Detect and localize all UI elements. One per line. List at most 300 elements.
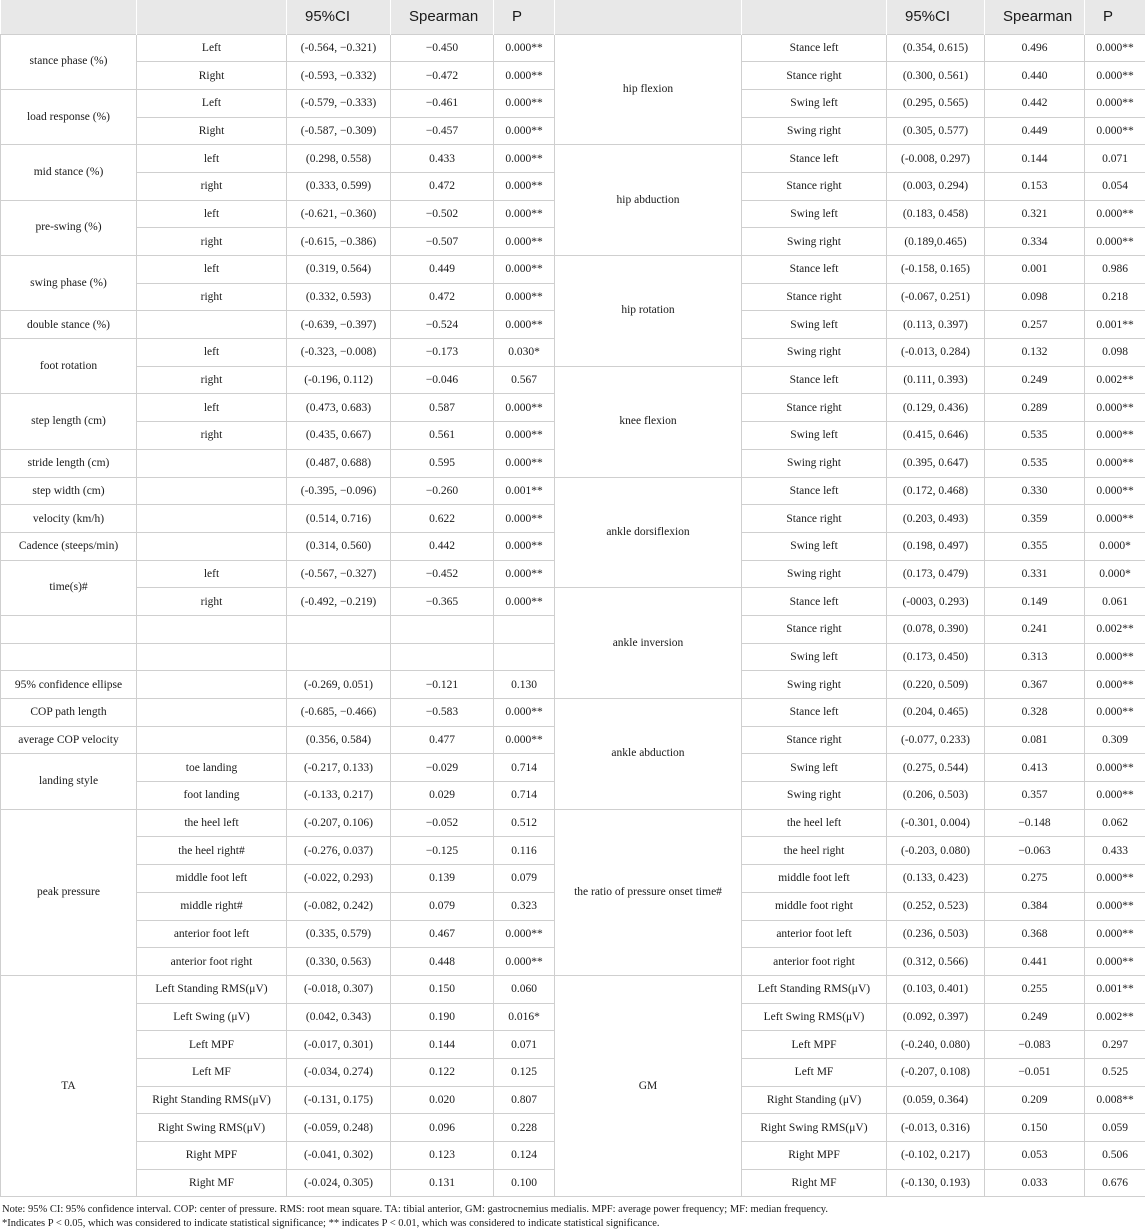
table-cell: 0.139 (391, 865, 494, 893)
table-cell: 0.000** (494, 394, 555, 422)
table-cell: 0.567 (494, 366, 555, 394)
table-cell: (-0.621, −0.360) (287, 200, 391, 228)
table-row (1, 34, 1145, 62)
table-cell: 0.321 (985, 200, 1085, 228)
table-cell: (-0.395, −0.096) (287, 477, 391, 505)
table-cell: 0.000** (494, 505, 555, 533)
table-cell: 0.123 (391, 1142, 494, 1170)
table-cell: 0.000** (494, 200, 555, 228)
table-cell: left (137, 145, 287, 173)
table-cell: (-0.013, 0.284) (887, 339, 985, 367)
table-cell: (0.003, 0.294) (887, 172, 985, 200)
table-cell (137, 505, 287, 533)
table-cell: 0.144 (985, 145, 1085, 173)
table-cell: (-0.034, 0.274) (287, 1058, 391, 1086)
table-cell: (0.295, 0.565) (887, 89, 985, 117)
table-cell: (0.330, 0.563) (287, 948, 391, 976)
table-cell: (0.319, 0.564) (287, 256, 391, 284)
table-cell: (0.333, 0.599) (287, 172, 391, 200)
table-cell: 0.001** (494, 477, 555, 505)
table-cell: (0.204, 0.465) (887, 699, 985, 727)
table-cell: anterior foot left (742, 920, 887, 948)
table-cell: 0.525 (1085, 1058, 1145, 1086)
table-cell: 95% confidence ellipse (1, 671, 137, 699)
table-cell: (0.092, 0.397) (887, 1003, 985, 1031)
table-cell: 0.241 (985, 615, 1085, 643)
header-p-right: P (1085, 0, 1145, 34)
table-cell: 0.535 (985, 422, 1085, 450)
table-cell: Left Swing RMS(μV) (742, 1003, 887, 1031)
table-cell: 0.595 (391, 449, 494, 477)
table-cell: stride length (cm) (1, 449, 137, 477)
table-cell: Right Standing RMS(μV) (137, 1086, 287, 1114)
table-body (1, 34, 1145, 1197)
table-cell: mid stance (%) (1, 145, 137, 200)
table-cell: swing phase (%) (1, 256, 137, 311)
table-cell: Swing left (742, 643, 887, 671)
table-cell: (0.113, 0.397) (887, 311, 985, 339)
table-cell: 0.000** (494, 948, 555, 976)
table-cell: 0.506 (1085, 1142, 1145, 1170)
header-cell (1, 0, 137, 34)
table-cell: 0.150 (391, 975, 494, 1003)
table-cell: (0.356, 0.584) (287, 726, 391, 754)
table-cell: −0.148 (985, 809, 1085, 837)
table-cell: −0.052 (391, 809, 494, 837)
table-cell: 0.033 (985, 1169, 1085, 1197)
note-significance: *Indicates P < 0.05, which was considered to indicate statistical significance; ** indicates P < 0.01, which was considered to indicate statistical significance. (2, 1218, 660, 1229)
table-cell: Swing left (742, 200, 887, 228)
table-cell: 0.986 (1085, 256, 1145, 284)
table-cell: 0.000** (494, 228, 555, 256)
table-cell: 0.001** (1085, 311, 1145, 339)
table-cell: hip flexion (555, 34, 742, 145)
table-cell: 0.000** (494, 34, 555, 62)
table-cell: 0.000** (494, 145, 555, 173)
table-cell (137, 615, 287, 643)
table-cell: velocity (km/h) (1, 505, 137, 533)
header-cell (555, 0, 742, 34)
table-cell: (-0.018, 0.307) (287, 975, 391, 1003)
table-cell: (-0.077, 0.233) (887, 726, 985, 754)
table-cell (137, 532, 287, 560)
table-cell: (0.415, 0.646) (887, 422, 985, 450)
table-cell: 0.000** (494, 172, 555, 200)
table-cell: (0.042, 0.343) (287, 1003, 391, 1031)
table-cell: Swing right (742, 560, 887, 588)
table-cell: 0.053 (985, 1142, 1085, 1170)
table-cell: COP path length (1, 699, 137, 727)
table-cell (494, 643, 555, 671)
header-spearman-left: Spearman (391, 0, 494, 34)
table-cell: left (137, 200, 287, 228)
table-cell: 0.054 (1085, 172, 1145, 200)
table-cell: 0.249 (985, 366, 1085, 394)
table-cell: 0.125 (494, 1058, 555, 1086)
table-cell: 0.000** (494, 588, 555, 616)
table-cell: 0.000** (1085, 477, 1145, 505)
table-cell: Right MF (742, 1169, 887, 1197)
table-cell: Left Swing (μV) (137, 1003, 287, 1031)
table-cell: 0.096 (391, 1114, 494, 1142)
table-cell: (0.206, 0.503) (887, 782, 985, 810)
table-cell: Stance right (742, 726, 887, 754)
table-cell: stance phase (%) (1, 34, 137, 89)
table-cell (137, 449, 287, 477)
table-cell: 0.000** (494, 89, 555, 117)
table-cell: (0.305, 0.577) (887, 117, 985, 145)
table-cell: (-0.041, 0.302) (287, 1142, 391, 1170)
table-cell: (-0.587, −0.309) (287, 117, 391, 145)
table-cell: (-0.013, 0.316) (887, 1114, 985, 1142)
table-cell: (0.332, 0.593) (287, 283, 391, 311)
table-cell: Stance left (742, 256, 887, 284)
table-cell: anterior foot right (137, 948, 287, 976)
table-cell: Stance left (742, 699, 887, 727)
table-cell: middle foot right (742, 892, 887, 920)
table-cell: 0.000* (1085, 560, 1145, 588)
table-cell: Right (137, 62, 287, 90)
table-cell: (0.220, 0.509) (887, 671, 985, 699)
table-cell: (-0.059, 0.248) (287, 1114, 391, 1142)
table-cell (287, 643, 391, 671)
table-cell: Left (137, 34, 287, 62)
table-cell: 0.008** (1085, 1086, 1145, 1114)
table-cell: (0.252, 0.523) (887, 892, 985, 920)
table-notes (2, 1203, 828, 1231)
table-cell: (0.473, 0.683) (287, 394, 391, 422)
table-cell: 0.000** (1085, 754, 1145, 782)
table-cell: (-0.102, 0.217) (887, 1142, 985, 1170)
table-cell: 0.000** (1085, 449, 1145, 477)
table-row (1, 477, 1145, 505)
table-cell: −0.173 (391, 339, 494, 367)
table-cell: 0.000** (1085, 892, 1145, 920)
table-cell: 0.000** (1085, 505, 1145, 533)
table-cell: 0.000** (494, 532, 555, 560)
table-cell: (-0.301, 0.004) (887, 809, 985, 837)
table-cell: (-0.492, −0.219) (287, 588, 391, 616)
table-cell: 0.116 (494, 837, 555, 865)
table-cell: 0.061 (1085, 588, 1145, 616)
table-cell (494, 615, 555, 643)
table-cell: 0.000** (494, 699, 555, 727)
table-cell: 0.357 (985, 782, 1085, 810)
table-cell: 0.209 (985, 1086, 1085, 1114)
table-header-row (1, 0, 1145, 34)
table-cell: 0.000** (494, 117, 555, 145)
table-cell: 0.153 (985, 172, 1085, 200)
table-cell: foot rotation (1, 339, 137, 394)
table-cell: double stance (%) (1, 311, 137, 339)
table-row (1, 699, 1145, 727)
table-cell: 0.449 (391, 256, 494, 284)
table-cell (1, 615, 137, 643)
table-cell: 0.512 (494, 809, 555, 837)
table-cell: (-0.240, 0.080) (887, 1031, 985, 1059)
table-cell: Stance left (742, 145, 887, 173)
table-cell: 0.433 (1085, 837, 1145, 865)
table-cell: (-0.131, 0.175) (287, 1086, 391, 1114)
table-cell: GM (555, 975, 742, 1197)
table-cell: Swing right (742, 782, 887, 810)
table-cell: −0.365 (391, 588, 494, 616)
table-cell (137, 671, 287, 699)
table-cell: 0.000** (494, 920, 555, 948)
table-cell: (0.300, 0.561) (887, 62, 985, 90)
table-cell: 0.122 (391, 1058, 494, 1086)
table-cell: (0.236, 0.503) (887, 920, 985, 948)
table-cell: 0.328 (985, 699, 1085, 727)
table-cell: 0.030* (494, 339, 555, 367)
table-cell: 0.275 (985, 865, 1085, 893)
table-cell (137, 311, 287, 339)
table-row (1, 256, 1145, 284)
table-cell: (0.435, 0.667) (287, 422, 391, 450)
table-cell: (0.203, 0.493) (887, 505, 985, 533)
table-cell: ankle dorsiflexion (555, 477, 742, 588)
table-cell: (0.298, 0.558) (287, 145, 391, 173)
table-cell: 0.002** (1085, 1003, 1145, 1031)
header-p-left: P (494, 0, 555, 34)
table-cell: (0.314, 0.560) (287, 532, 391, 560)
table-cell: (0.395, 0.647) (887, 449, 985, 477)
table-cell: 0.150 (985, 1114, 1085, 1142)
table-cell: hip abduction (555, 145, 742, 256)
table-cell: Stance left (742, 477, 887, 505)
table-cell (137, 699, 287, 727)
table-cell: ankle inversion (555, 588, 742, 699)
table-cell: 0.714 (494, 782, 555, 810)
table-cell: 0.000** (1085, 782, 1145, 810)
table-cell: 0.000** (1085, 865, 1145, 893)
table-cell: 0.079 (494, 865, 555, 893)
table-cell: 0.368 (985, 920, 1085, 948)
table-cell: 0.433 (391, 145, 494, 173)
table-cell: 0.257 (985, 311, 1085, 339)
table-cell: (0.275, 0.544) (887, 754, 985, 782)
table-cell: 0.081 (985, 726, 1085, 754)
table-cell: −0.452 (391, 560, 494, 588)
table-cell: 0.330 (985, 477, 1085, 505)
table-cell: 0.449 (985, 117, 1085, 145)
table-cell: 0.000** (494, 449, 555, 477)
table-cell: 0.000** (494, 422, 555, 450)
note-abbreviations: Note: 95% CI: 95% confidence interval. COP: center of pressure. RMS: root mean square. TA: tibial anterior, GM: gastrocnemius medialis. MPF: average power frequency; MF: median frequency. (2, 1204, 828, 1215)
table-cell: 0.060 (494, 975, 555, 1003)
table-cell: Cadence (steeps/min) (1, 532, 137, 560)
table-cell: (0.078, 0.390) (887, 615, 985, 643)
table-cell: 0.000** (1085, 34, 1145, 62)
table-cell: Left MPF (742, 1031, 887, 1059)
table-cell: 0.442 (391, 532, 494, 560)
table-cell: (-0.203, 0.080) (887, 837, 985, 865)
table-cell: 0.000** (1085, 228, 1145, 256)
table-cell: 0.000** (1085, 920, 1145, 948)
table-cell: 0.149 (985, 588, 1085, 616)
table-cell: pre-swing (%) (1, 200, 137, 255)
table-cell: (-0.082, 0.242) (287, 892, 391, 920)
table-row (1, 809, 1145, 837)
table-cell: 0.000** (1085, 699, 1145, 727)
table-cell: Left MF (742, 1058, 887, 1086)
table-cell: Right Swing RMS(μV) (742, 1114, 887, 1142)
table-cell: 0.442 (985, 89, 1085, 117)
table-cell: −0.029 (391, 754, 494, 782)
table-cell: 0.441 (985, 948, 1085, 976)
table-cell: (0.514, 0.716) (287, 505, 391, 533)
table-cell: 0.124 (494, 1142, 555, 1170)
table-cell: (0.172, 0.468) (887, 477, 985, 505)
table-cell: (-0.158, 0.165) (887, 256, 985, 284)
table-cell: hip rotation (555, 256, 742, 367)
header-ci-left: 95%CI (287, 0, 391, 34)
table-cell: 0.000** (1085, 89, 1145, 117)
table-cell: 0.000** (494, 62, 555, 90)
table-cell (1, 643, 137, 671)
table-cell: 0.228 (494, 1114, 555, 1142)
table-cell: 0.020 (391, 1086, 494, 1114)
table-cell: (-0.593, −0.332) (287, 62, 391, 90)
table-cell: (-0.276, 0.037) (287, 837, 391, 865)
table-cell: left (137, 339, 287, 367)
table-cell: Swing right (742, 671, 887, 699)
table-cell: −0.046 (391, 366, 494, 394)
table-cell: (-0.579, −0.333) (287, 89, 391, 117)
table-cell (137, 643, 287, 671)
table-cell: right (137, 366, 287, 394)
table-cell: middle foot left (137, 865, 287, 893)
table-cell: Right Swing RMS(μV) (137, 1114, 287, 1142)
table-cell (391, 643, 494, 671)
header-ci-right: 95%CI (887, 0, 985, 34)
table-cell: right (137, 283, 287, 311)
table-cell: (-0.022, 0.293) (287, 865, 391, 893)
table-cell: (-0.567, −0.327) (287, 560, 391, 588)
table-cell: 0.355 (985, 532, 1085, 560)
table-cell: 0.000** (1085, 62, 1145, 90)
table-cell: Swing right (742, 339, 887, 367)
table-cell: (0.312, 0.566) (887, 948, 985, 976)
table-cell: 0.331 (985, 560, 1085, 588)
table-cell: Right MPF (742, 1142, 887, 1170)
table-cell: (0.183, 0.458) (887, 200, 985, 228)
table-cell: Swing right (742, 228, 887, 256)
table-cell: 0.002** (1085, 615, 1145, 643)
table-cell: 0.561 (391, 422, 494, 450)
table-cell: 0.000** (1085, 117, 1145, 145)
table-cell: 0.062 (1085, 809, 1145, 837)
table-cell: 0.496 (985, 34, 1085, 62)
table-cell: (0.059, 0.364) (887, 1086, 985, 1114)
table-cell: (-0.685, −0.466) (287, 699, 391, 727)
table-cell: knee flexion (555, 366, 742, 477)
table-cell: left (137, 256, 287, 284)
table-cell: 0.297 (1085, 1031, 1145, 1059)
table-cell: (-0.269, 0.051) (287, 671, 391, 699)
table-cell: the heel left (742, 809, 887, 837)
table-cell: Stance right (742, 615, 887, 643)
table-cell: Stance right (742, 283, 887, 311)
table-cell: Right (137, 117, 287, 145)
table-cell (287, 615, 391, 643)
table-cell: 0.071 (1085, 145, 1145, 173)
table-cell: 0.472 (391, 283, 494, 311)
table-cell: (0.198, 0.497) (887, 532, 985, 560)
table-cell: 0.079 (391, 892, 494, 920)
table-cell: 0.535 (985, 449, 1085, 477)
table-cell: Swing right (742, 117, 887, 145)
table-cell: 0.000** (1085, 200, 1145, 228)
table-cell: 0.000** (494, 726, 555, 754)
table-cell: (0.354, 0.615) (887, 34, 985, 62)
table-cell: 0.359 (985, 505, 1085, 533)
table-cell: 0.413 (985, 754, 1085, 782)
table-cell: 0.098 (1085, 339, 1145, 367)
table-cell: 0.029 (391, 782, 494, 810)
table-cell: the ratio of pressure onset time# (555, 809, 742, 975)
table-cell: Right MF (137, 1169, 287, 1197)
table-cell: 0.000** (1085, 643, 1145, 671)
table-row (1, 975, 1145, 1003)
table-cell: 0.001** (1085, 975, 1145, 1003)
table-cell: (0.129, 0.436) (887, 394, 985, 422)
table-cell: anterior foot right (742, 948, 887, 976)
table-cell: middle foot left (742, 865, 887, 893)
table-cell: −0.063 (985, 837, 1085, 865)
table-cell: Right Standing (μV) (742, 1086, 887, 1114)
table-row (1, 588, 1145, 616)
table-cell: 0.676 (1085, 1169, 1145, 1197)
table-cell: −0.457 (391, 117, 494, 145)
table-cell: Stance right (742, 394, 887, 422)
table-cell: ankle abduction (555, 699, 742, 810)
table-cell: 0.000** (1085, 671, 1145, 699)
table-cell: Swing right (742, 449, 887, 477)
table-cell: the heel left (137, 809, 287, 837)
table-cell: Swing left (742, 532, 887, 560)
table-cell: 0.714 (494, 754, 555, 782)
table-cell: 0.622 (391, 505, 494, 533)
table-cell: Swing left (742, 89, 887, 117)
table-cell: left (137, 394, 287, 422)
table-cell: time(s)# (1, 560, 137, 615)
table-row (1, 366, 1145, 394)
table-cell: 0.016* (494, 1003, 555, 1031)
table-cell: toe landing (137, 754, 287, 782)
table-cell: average COP velocity (1, 726, 137, 754)
table-cell: Stance left (742, 366, 887, 394)
table-cell: 0.130 (494, 671, 555, 699)
table-cell: anterior foot left (137, 920, 287, 948)
table-cell: −0.450 (391, 34, 494, 62)
table-cell: (-0.615, −0.386) (287, 228, 391, 256)
table-cell: 0.000** (494, 256, 555, 284)
table-cell: 0.002** (1085, 366, 1145, 394)
table-cell: foot landing (137, 782, 287, 810)
table-cell: step length (cm) (1, 394, 137, 449)
table-cell: landing style (1, 754, 137, 809)
table-cell: Swing left (742, 754, 887, 782)
table-cell: (-0.024, 0.305) (287, 1169, 391, 1197)
table-cell: −0.051 (985, 1058, 1085, 1086)
table-cell: middle right# (137, 892, 287, 920)
table-cell: Swing left (742, 311, 887, 339)
table-cell: −0.472 (391, 62, 494, 90)
table-cell: −0.524 (391, 311, 494, 339)
table-cell: Left (137, 89, 287, 117)
table-cell: (0.173, 0.450) (887, 643, 985, 671)
